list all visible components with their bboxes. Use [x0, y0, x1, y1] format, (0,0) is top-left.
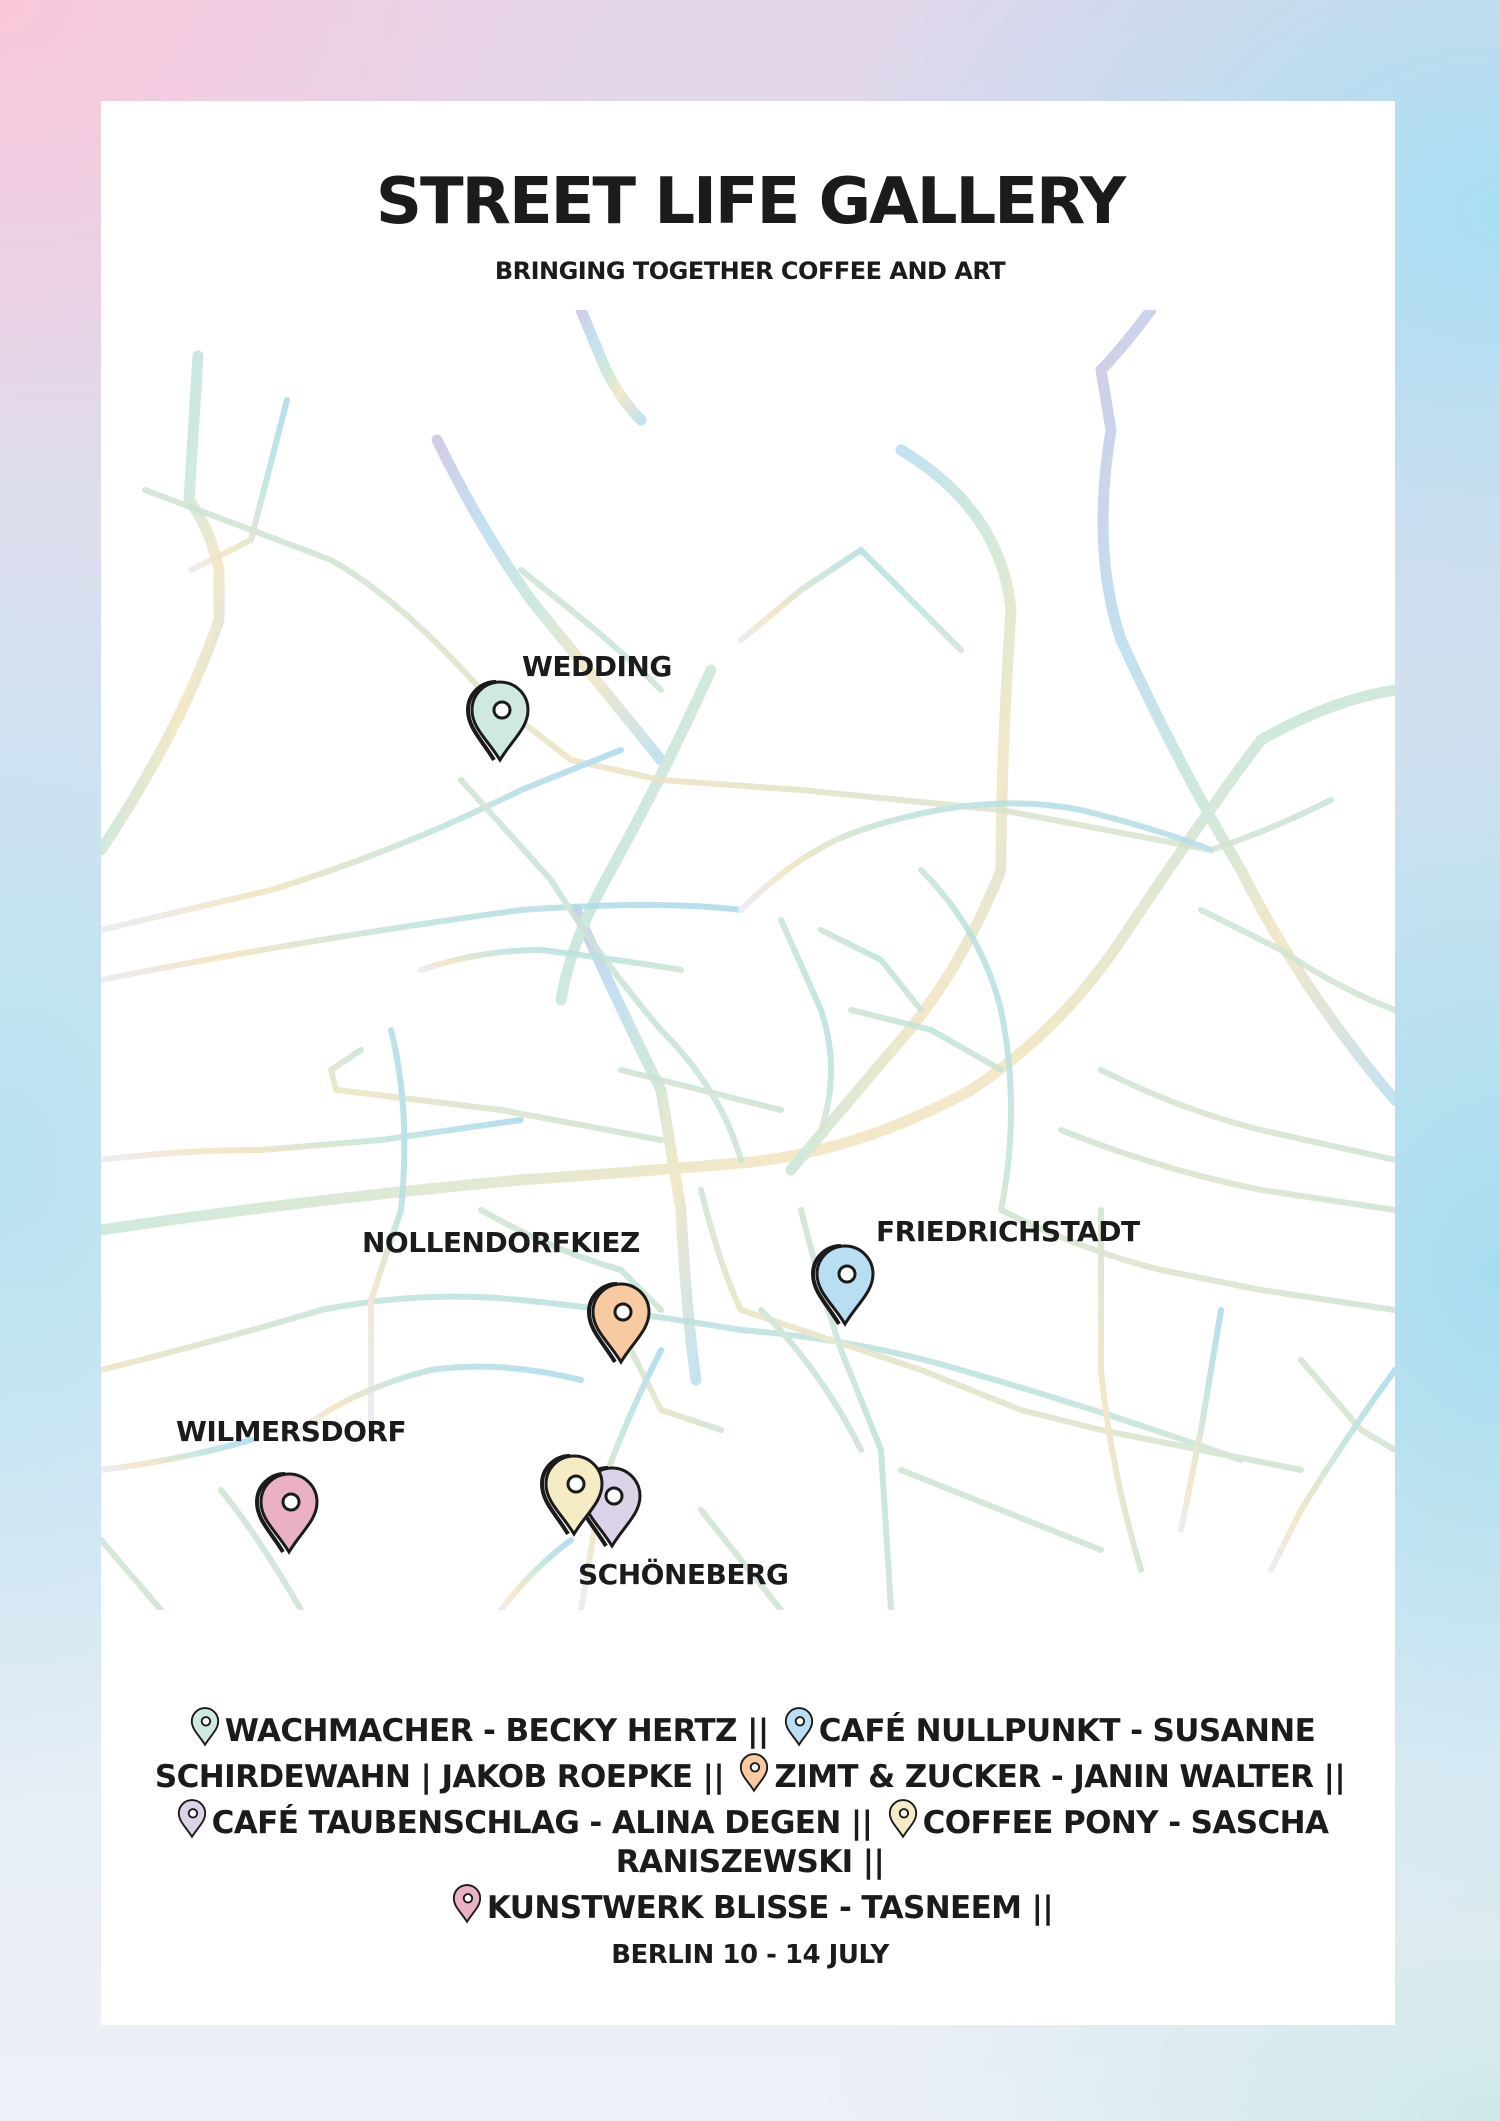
legend-entry: COFFEE PONY - SASCHA RANISZEWSKI || — [615, 1805, 1329, 1880]
map-pin-icon[interactable] — [255, 1468, 323, 1556]
map-pin-icon — [189, 1705, 221, 1747]
map-pin-icon — [176, 1797, 208, 1839]
map-pin-icon[interactable] — [587, 1278, 655, 1366]
legend-entry: CAFÉ TAUBENSCHLAG - ALINA DEGEN || — [211, 1805, 873, 1841]
area-label-wedding: WEDDING — [522, 650, 672, 683]
venue-legend — [150, 1705, 1350, 1928]
map-pin-icon — [783, 1705, 815, 1747]
area-label-friedrichstadt: FRIEDRICHSTADT — [876, 1215, 1140, 1248]
map-pin-icon[interactable] — [466, 676, 534, 764]
poster-subtitle: BRINGING TOGETHER COFFEE AND ART — [494, 257, 1006, 285]
legend-entry: ZIMT & ZUCKER - JANIN WALTER || — [774, 1759, 1346, 1795]
poster-title: STREET LIFE GALLERY — [375, 165, 1125, 239]
map-pin-icon — [451, 1882, 483, 1924]
legend-entry: WACHMACHER - BECKY HERTZ || — [224, 1713, 769, 1749]
area-label-wilmersdorf: WILMERSDORF — [176, 1415, 407, 1448]
map-pin-icon[interactable] — [811, 1240, 879, 1328]
map-pin-icon — [887, 1797, 919, 1839]
event-dates: BERLIN 10 - 14 JULY — [611, 1940, 889, 1970]
legend-entry: CAFÉ NULLPUNKT - SUSANNE SCHIRDEWAHN | JAKOB ROEPKE || — [154, 1713, 1316, 1795]
area-label-nollendorfkiez: NOLLENDORFKIEZ — [362, 1226, 640, 1259]
area-label-schoeneberg: SCHÖNEBERG — [578, 1558, 789, 1591]
legend-entry: KUNSTWERK BLISSE - TASNEEM || — [486, 1890, 1054, 1926]
map-pin-icon[interactable] — [540, 1450, 608, 1538]
map-pin-icon — [738, 1751, 770, 1793]
